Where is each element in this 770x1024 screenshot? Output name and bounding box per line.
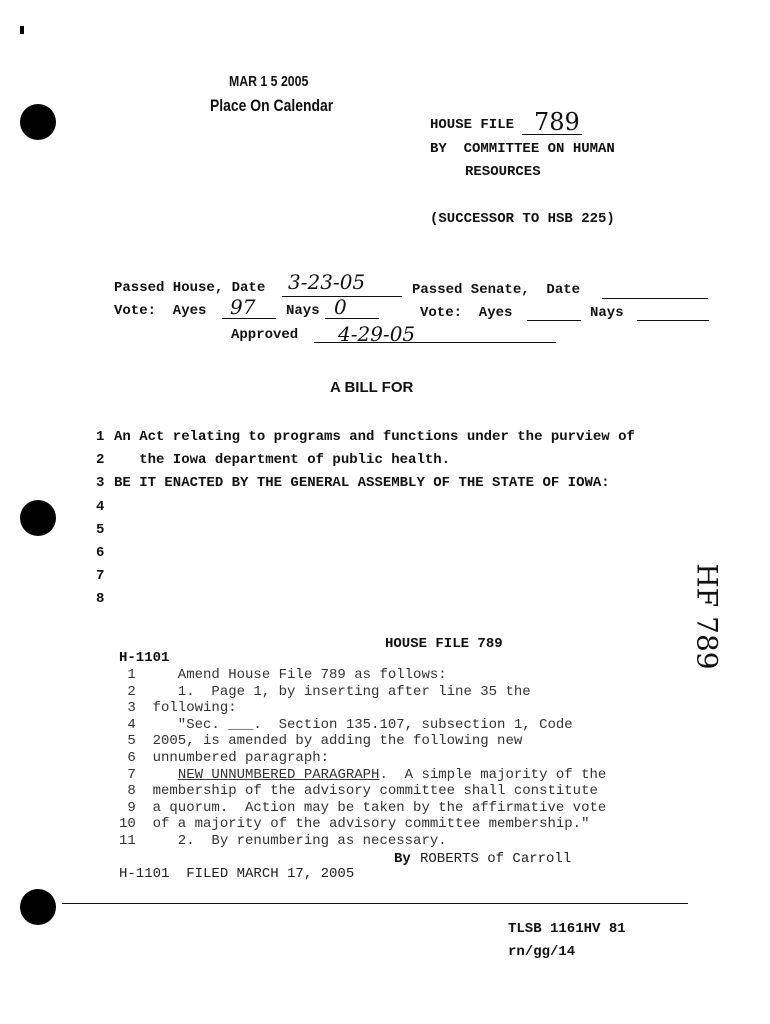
amendment-by-label: By xyxy=(394,851,411,867)
footer-code: TLSB 1161HV 81 xyxy=(508,921,626,937)
senate-ayes-line xyxy=(527,320,581,321)
amendment-line: 4 "Sec. ___. Section 135.107, subsection 1, Code xyxy=(119,716,573,733)
house-nays-label: Nays xyxy=(286,303,320,319)
separator-line xyxy=(62,903,688,904)
margin-note: HF 789 xyxy=(690,563,724,670)
amendment-line: 10 of a majority of the advisory committee membership." xyxy=(119,816,590,833)
bill-line-number: 2 xyxy=(96,452,105,469)
senate-nays-line xyxy=(637,320,709,321)
bill-line xyxy=(96,452,450,468)
house-file-number: 789 xyxy=(534,108,580,136)
amendment-line: 11 2. By renumbering as necessary. xyxy=(119,833,447,849)
bill-line-number: 5 xyxy=(96,521,105,538)
underlined-phrase: NEW UNNUMBERED PARAGRAPH xyxy=(177,766,380,783)
punch-hole-top xyxy=(20,104,56,140)
senate-vote-label: Vote: Ayes xyxy=(420,305,513,321)
senate-nays-label: Nays xyxy=(590,305,624,321)
approved-label: Approved xyxy=(231,327,299,343)
bill-line xyxy=(96,475,610,491)
by-line: BY COMMITTEE ON HUMAN xyxy=(430,141,615,157)
amendment-heading: HOUSE FILE 789 xyxy=(385,636,503,652)
bill-line xyxy=(96,429,635,445)
house-vote-label: Vote: Ayes xyxy=(114,303,207,319)
amendment-sponsor: ROBERTS of Carroll xyxy=(420,851,572,867)
amendment-filed: H-1101 FILED MARCH 17, 2005 xyxy=(119,866,355,882)
stamp-calendar: Place On Calendar xyxy=(210,96,334,115)
bill-line xyxy=(96,591,114,607)
amendment-line: 7 NEW UNNUMBERED PARAGRAPH. A simple majority of the xyxy=(119,766,607,783)
amendment-line: 1 Amend House File 789 as follows: xyxy=(119,667,447,683)
bill-line-number: 8 xyxy=(96,591,105,608)
amendment-line: 2 1. Page 1, by inserting after line 35 the xyxy=(119,683,531,700)
successor-note: (SUCCESSOR TO HSB 225) xyxy=(430,211,615,227)
house-ayes-line xyxy=(222,318,276,319)
bill-line xyxy=(96,499,114,515)
passed-house-label: Passed House, Date xyxy=(114,280,266,296)
house-ayes: 97 xyxy=(230,295,256,319)
bill-line-number: 1 xyxy=(96,429,105,445)
bill-line-number: 4 xyxy=(96,498,105,515)
bill-line-text: An Act relating to programs and functions under the purview of xyxy=(114,429,635,445)
house-nays-line xyxy=(325,318,379,319)
amendment-line: 6 unnumbered paragraph: xyxy=(119,750,330,766)
bill-line-text: BE IT ENACTED BY THE GENERAL ASSEMBLY OF THE STATE OF IOWA: xyxy=(114,475,610,492)
bill-line-text: the Iowa department of public health. xyxy=(114,452,451,469)
house-file-underline xyxy=(522,134,582,135)
stamp-date: MAR 1 5 2005 xyxy=(229,73,309,90)
footer-initials: rn/gg/14 xyxy=(508,944,576,960)
house-nays: 0 xyxy=(334,295,347,319)
margin-mark xyxy=(20,26,24,34)
punch-hole-bottom xyxy=(20,889,56,925)
bill-title: A BILL FOR xyxy=(330,379,414,396)
bill-line-number: 6 xyxy=(96,545,105,561)
amendment-line: 5 2005, is amended by adding the following new xyxy=(119,733,523,750)
bill-line xyxy=(96,568,114,584)
by-line-continued: RESOURCES xyxy=(465,164,541,180)
house-file-label: HOUSE FILE xyxy=(430,117,515,133)
bill-line xyxy=(96,545,114,561)
approved-date: 4-29-05 xyxy=(338,322,416,346)
passed-senate-date-line xyxy=(602,298,708,299)
bill-line-number: 3 xyxy=(96,475,105,492)
amendment-line: 3 following: xyxy=(119,700,237,717)
passed-senate-label: Passed Senate, Date xyxy=(412,282,581,298)
passed-house-date: 3-23-05 xyxy=(288,270,366,294)
amendment-line: 8 membership of the advisory committee shall constitute xyxy=(119,783,598,800)
punch-hole-middle xyxy=(20,500,56,536)
amendment-id: H-1101 xyxy=(119,650,170,666)
approved-date-line xyxy=(314,342,556,343)
amendment-line: 9 a quorum. Action may be taken by the affirmative vote xyxy=(119,799,607,816)
bill-line xyxy=(96,522,114,538)
bill-line-number: 7 xyxy=(96,568,105,585)
